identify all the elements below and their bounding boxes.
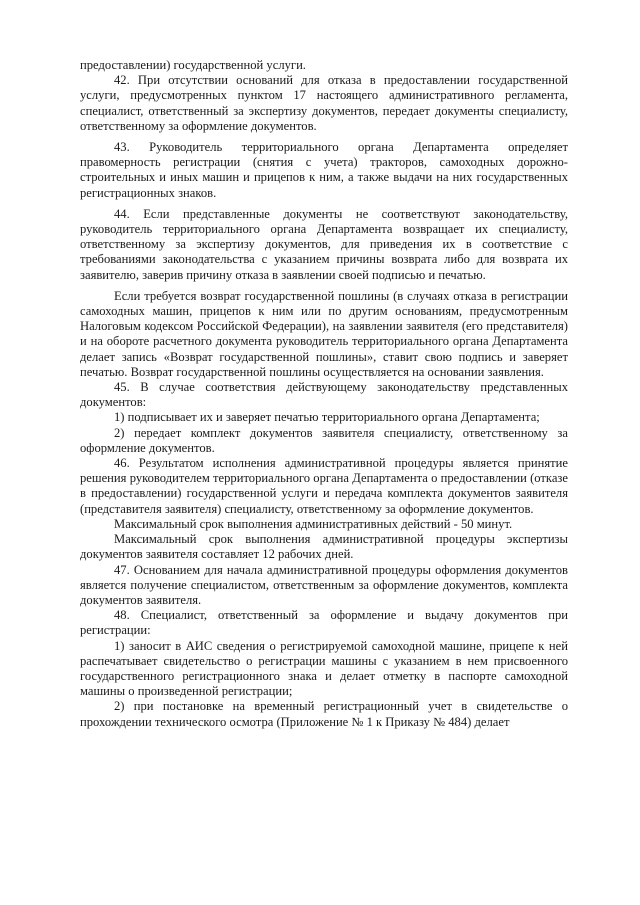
paragraph-45: 45. В случае соответствия действующему законодательству представленных документов: bbox=[80, 380, 568, 410]
paragraph-47: 47. Основанием для начала административной процедуры оформления документов является получение специалистом, ответственным за оформление документов, комплекта документов заявителя. bbox=[80, 562, 568, 607]
paragraph-continuation: предоставлении) государственной услуги. bbox=[80, 58, 306, 72]
paragraph-43: 43. Руководитель территориального органа Департамента определяет правомерность регистрации (снятия с учета) тракторов, самоходных дорожно-строительных и иных машин и прицепов к ним, а также выдачи на них государственных регистрационных знаков. bbox=[80, 140, 568, 200]
paragraph-48: 48. Специалист, ответственный за оформление и выдачу документов при регистрации: bbox=[80, 608, 568, 638]
paragraph-42: 42. При отсутствии оснований для отказа в предоставлении государственной услуги, предусмотренных пунктом 17 настоящего административного регламента, специалист, ответственный за экспертизу документов, передает документы специалисту, ответственному за оформление документов. bbox=[80, 73, 568, 133]
paragraph-46: 46. Результатом исполнения административной процедуры является принятие решения руководителем территориального органа Департамента о предоставлении (отказе в предоставлении) государственной услуги и передача комплекта документов заявителя (представителя заявителя) специалисту, ответственному за оформление документов. bbox=[80, 456, 568, 516]
paragraph-45-item-2: 2) передает комплект документов заявителя специалисту, ответственному за оформление документов. bbox=[80, 425, 568, 455]
paragraph-48-item-1: 1) заносит в АИС сведения о регистрируемой самоходной машине, прицепе к ней распечатывает свидетельство о регистрации машины с указанием в нем присвоенного государственного регистрационного знака и делает отметку в паспорте самоходной машины о произведенной регистрации; bbox=[80, 638, 568, 699]
paragraph-max-time-actions: Максимальный срок выполнения административных действий - 50 минут. bbox=[114, 516, 513, 531]
paragraph-48-item-2: 2) при постановке на временный регистрационный учет в свидетельстве о прохождении технического осмотра (Приложение № 1 к Приказу № 484) делает bbox=[80, 699, 568, 729]
paragraph-max-time-expertise: Максимальный срок выполнения административной процедуры экспертизы документов заявителя составляет 12 рабочих дней. bbox=[80, 532, 568, 562]
paragraph-duty-refund: Если требуется возврат государственной пошлины (в случаях отказа в регистрации самоходных машин, прицепов к ним или по другим основаниям, предусмотренным Налоговым кодексом Российской Федерации), на заявлении заявителя (его представителя) и на обороте расчетного документа руководитель территориального органа Департамента делает запись «Возврат государственной пошлины», ставит свою подпись и заверяет печатью. Возврат государственной пошлины осуществляется на основании заявления. bbox=[80, 288, 568, 379]
paragraph-44: 44. Если представленные документы не соответствуют законодательству, руководитель территориального органа Департамента возвращает их специалисту, ответственному за экспертизу документов, для приведения их в соответствие с требованиями законодательства с указанием причины возврата либо для возврата их заявителю, заверив причину отказа в заявлении своей подписью и печатью. bbox=[80, 206, 568, 282]
paragraph-45-item-1: 1) подписывает их и заверяет печатью территориального органа Департамента; bbox=[114, 410, 540, 425]
document-body bbox=[80, 58, 568, 730]
